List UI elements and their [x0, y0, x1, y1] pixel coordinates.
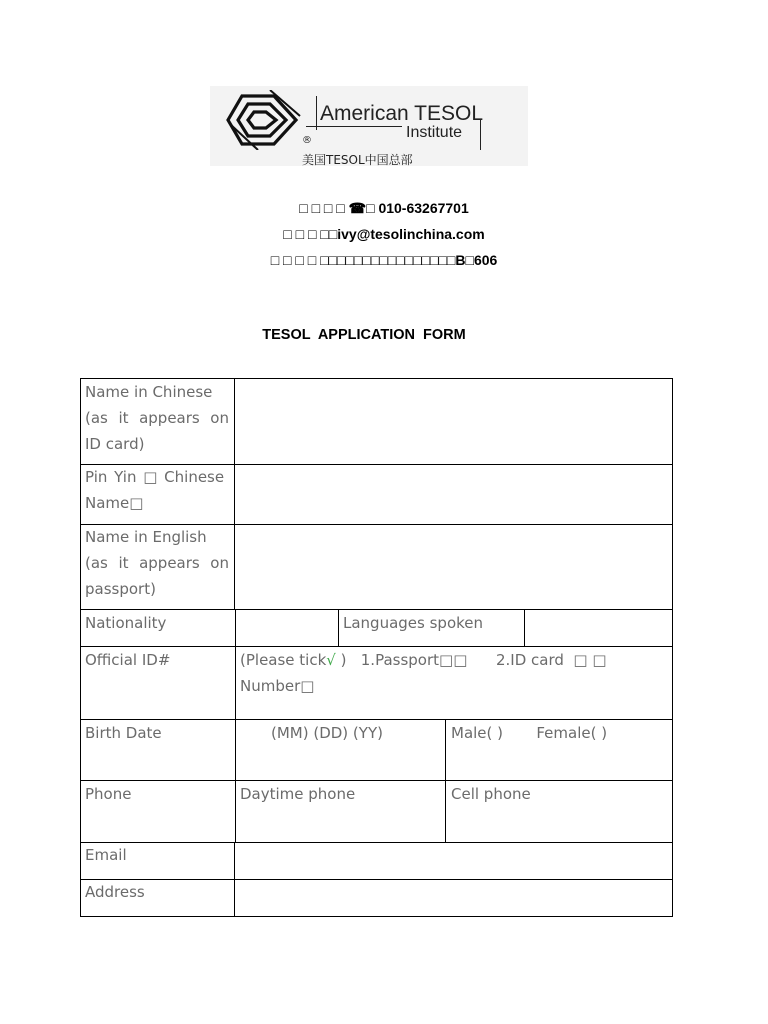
tick-icon: √ — [326, 651, 336, 669]
official-id-options[interactable]: (Please tick√ ) 1.Passport□□ 2.ID card □ □ Number□ — [240, 651, 607, 695]
logo-chinese-name: 美国TESOL中国总部 — [302, 153, 413, 167]
email-field[interactable] — [235, 843, 672, 879]
official-id-label: Official ID# — [85, 651, 171, 669]
phone-label: Phone — [85, 785, 132, 803]
form-title: TESOL APPLICATION FORM — [262, 327, 466, 343]
pinyin-label: Pin Yin □ Chinese Name□ — [85, 468, 225, 512]
email-label: □ □ □ □ — [283, 226, 329, 242]
phone-label: □ □ □ □ — [299, 200, 345, 216]
address-label: Address — [85, 883, 145, 901]
contact-phone-line: □ □ □ □ ☎□ 010-63267701 — [299, 200, 469, 216]
name-chinese-field[interactable] — [235, 379, 672, 464]
name-chinese-label: Name in Chinese (as it appears on ID card) — [85, 383, 229, 453]
cell-phone-field[interactable]: Cell phone — [451, 785, 531, 803]
address-label: □ □ □ □ — [270, 252, 317, 268]
birth-date-format[interactable]: (MM) (DD) (YY) — [271, 724, 383, 742]
nationality-field[interactable] — [236, 610, 338, 646]
logo-institute-text: Institute — [406, 124, 463, 141]
address-field[interactable] — [235, 880, 672, 916]
application-form-table — [80, 378, 673, 917]
american-tesol-logo — [210, 86, 528, 166]
pinyin-field[interactable] — [235, 465, 672, 524]
daytime-phone-field[interactable]: Daytime phone — [240, 785, 356, 803]
contact-email: ivy@tesolinchina.com — [337, 226, 485, 242]
languages-spoken-field[interactable] — [525, 610, 672, 646]
email-label: Email — [85, 846, 127, 864]
telephone-icon: ☎ — [348, 200, 367, 216]
contact-address-line — [0, 252, 768, 268]
gender-options[interactable]: Male( ) Female( ) — [451, 724, 608, 742]
logo-brand-text: American TESOL — [320, 102, 484, 125]
nationality-label: Nationality — [85, 614, 167, 632]
languages-spoken-label: Languages spoken — [343, 614, 484, 632]
contact-address: □□□□□□□□□□□□□□□□B□606 — [320, 252, 498, 268]
phone-number: 010-63267701 — [378, 200, 469, 216]
name-english-label: Name in English (as it appears on passport) — [85, 528, 229, 598]
name-english-field[interactable] — [235, 525, 672, 609]
birth-date-label: Birth Date — [85, 724, 162, 742]
tesol-emblem-icon — [224, 90, 304, 150]
registered-mark: ® — [302, 135, 312, 146]
contact-email-line: □ □ □ □□ivy@tesolinchina.com — [283, 226, 485, 242]
